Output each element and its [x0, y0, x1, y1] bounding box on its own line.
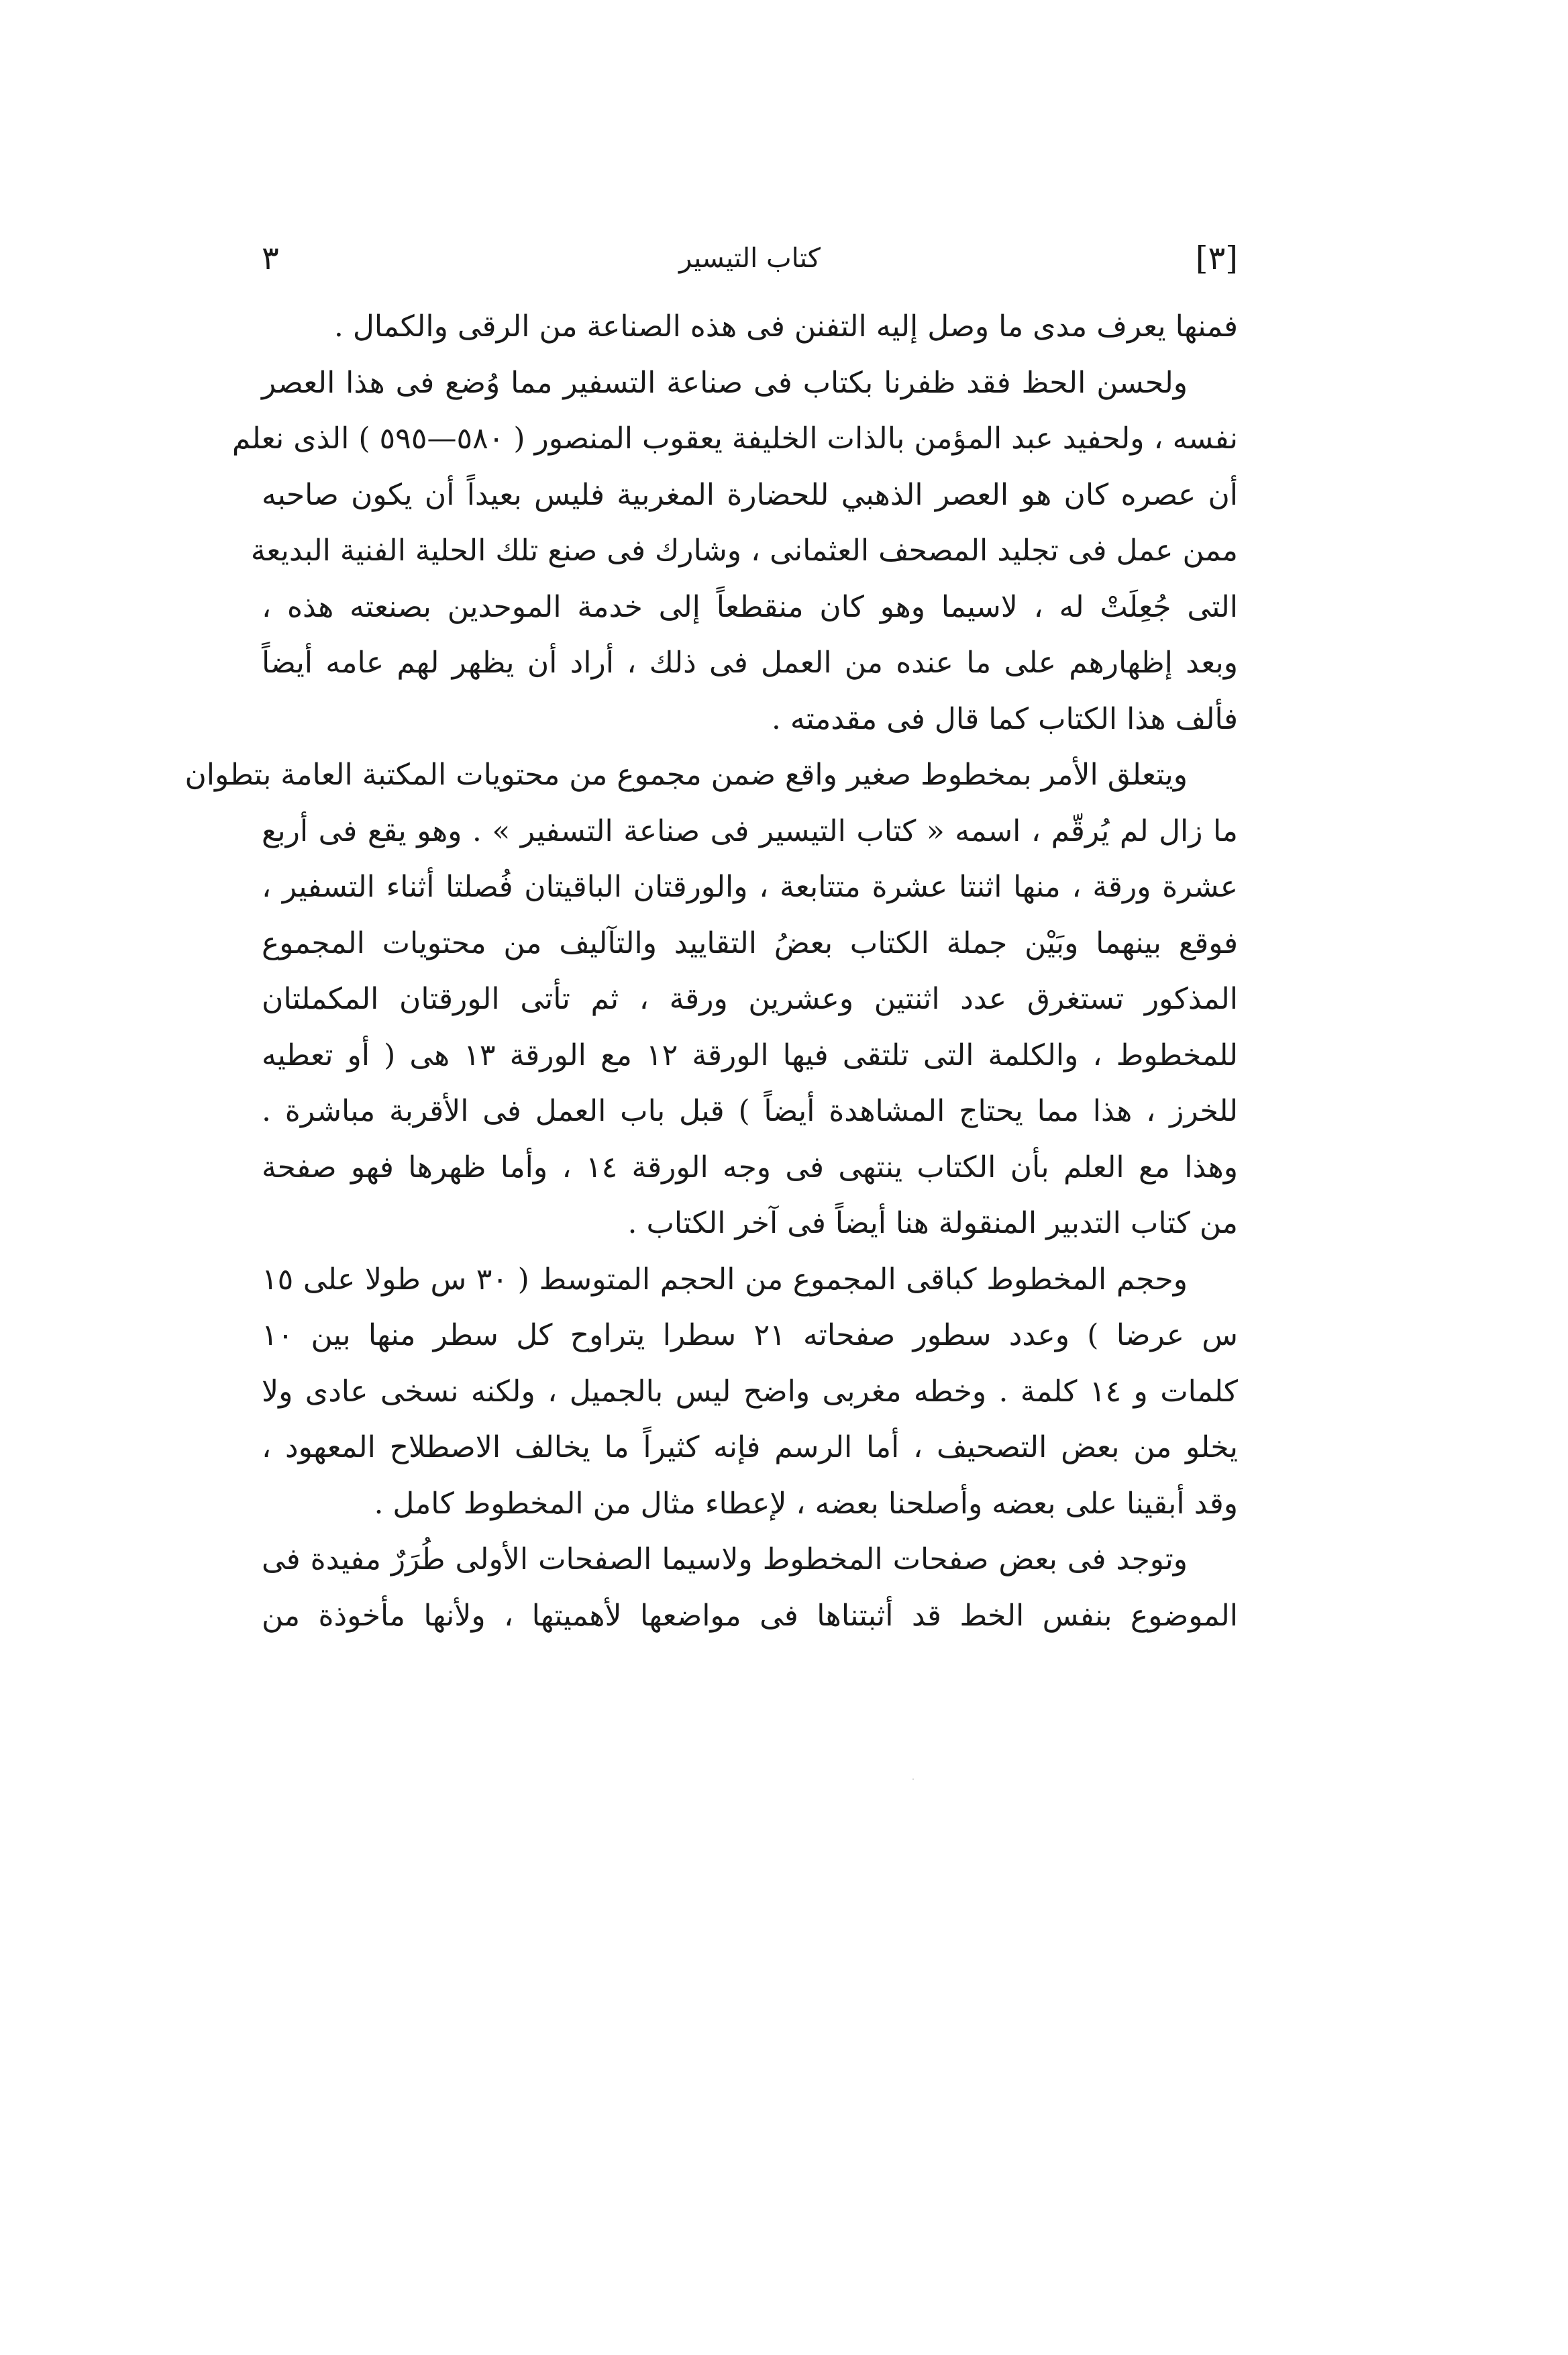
text-line: التى جُعِلَتْ له ، لاسيما وهو كان منقطعاً إلى خدمة الموحدين بصنعته هذه ،: [262, 589, 1238, 624]
body-text: [185, 299, 1238, 1644]
text-line: من كتاب التدبير المنقولة هنا أيضاً فى آخر الكتاب .: [627, 1206, 1238, 1240]
text-line: وحجم المخطوط كباقى المجموع من الحجم المتوسط ( ٣٠ س طولا على ١٥: [262, 1262, 1188, 1297]
text-line: فمنها يعرف مدى ما وصل إليه التفنن فى هذه الصناعة من الرقى والكمال .: [333, 309, 1238, 344]
section-marker: [٣]: [1195, 240, 1238, 277]
text-line: للخرز ، هذا مما يحتاج المشاهدة أيضاً ) قبل باب العمل فى الأقربة مباشرة .: [262, 1094, 1238, 1128]
text-line: وبعد إظهارهم على ما عنده من العمل فى ذلك ، أراد أن يظهر لهم عامه أيضاً: [262, 646, 1238, 680]
text-line: ممن عمل فى تجليد المصحف العثمانى ، وشارك فى صنع تلك الحلية الفنية البديعة: [250, 534, 1238, 568]
text-line: ما زال لم يُرقّم ، اسمه « كتاب التيسير فى صناعة التسفير » . وهو يقع فى أربع: [262, 813, 1238, 848]
text-line: س عرضا ) وعدد سطور صفحاته ٢١ سطرا يتراوح كل سطر منها بين ١٠: [262, 1318, 1238, 1352]
text-line: كلمات و ١٤ كلمة . وخطه مغربى واضح ليس بالجميل ، ولكنه نسخى عادى ولا: [262, 1374, 1238, 1409]
text-line: وهذا مع العلم بأن الكتاب ينتهى فى وجه الورقة ١٤ ، وأما ظهرها فهو صفحة: [262, 1150, 1238, 1185]
text-line: فألف هذا الكتاب كما قال فى مقدمته .: [771, 701, 1238, 736]
text-line: ويتعلق الأمر بمخطوط صغير واقع ضمن مجموع من محتويات المكتبة العامة بتطوان: [185, 758, 1188, 792]
text-line: الموضوع بنفس الخط قد أثبتناها فى مواضعها لأهميتها ، ولأنها مأخوذة من: [262, 1598, 1238, 1633]
running-title: كتاب التيسير: [679, 243, 821, 274]
text-line: يخلو من بعض التصحيف ، أما الرسم فإنه كثيراً ما يخالف الاصطلاح المعهود ،: [262, 1430, 1238, 1464]
page-number: ٣: [262, 240, 279, 277]
text-line: المذكور تستغرق عدد اثنتين وعشرين ورقة ، ثم تأتى الورقتان المكملتان: [262, 982, 1238, 1016]
text-line: عشرة ورقة ، منها اثنتا عشرة متتابعة ، والورقتان الباقيتان فُصلتا أثناء التسفير ،: [262, 870, 1238, 904]
text-line: فوقع بينهما وبَيْن جملة الكتاب بعضُ التقاييد والتآليف من محتويات المجموع: [262, 925, 1238, 960]
scan-speck: [912, 1778, 914, 1780]
text-line: للمخطوط ، والكلمة التى تلتقى فيها الورقة ١٢ مع الورقة ١٣ هى ( أو تعطيه: [262, 1038, 1238, 1072]
text-line: ولحسن الحظ فقد ظفرنا بكتاب فى صناعة التسفير مما وُضع فى هذا العصر: [262, 365, 1188, 400]
text-line: وتوجد فى بعض صفحات المخطوط ولاسيما الصفحات الأولى طُرَرٌ مفيدة فى: [262, 1542, 1188, 1576]
text-line: وقد أبقينا على بعضه وأصلحنا بعضه ، لإعطاء مثال من المخطوط كامل .: [374, 1486, 1238, 1521]
text-line: نفسه ، ولحفيد عبد المؤمن بالذات الخليفة يعقوب المنصور ( ٥٨٠—٥٩٥ ) الذى نعلم: [231, 421, 1238, 456]
page-header: [262, 232, 1238, 285]
text-line: أن عصره كان هو العصر الذهبي للحضارة المغربية فليس بعيداً أن يكون صاحبه: [262, 477, 1238, 512]
